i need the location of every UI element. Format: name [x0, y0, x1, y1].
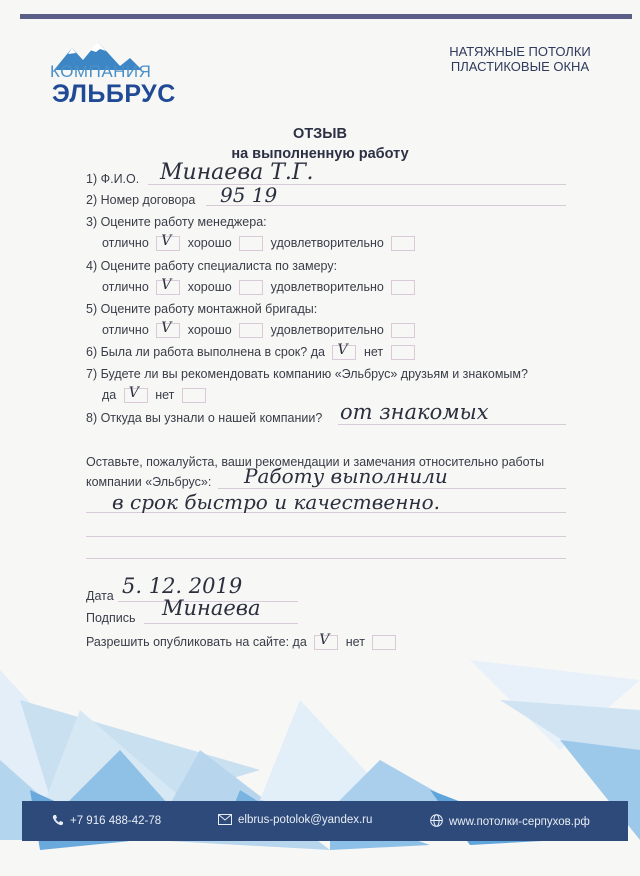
question-recommend: [86, 367, 528, 381]
question-installers-label: 5) Оцените работу монтажной бригады:: [86, 302, 318, 316]
comments-line-1: [218, 488, 566, 489]
checkbox-excellent[interactable]: [156, 233, 180, 251]
question-contract: [86, 193, 195, 207]
checkbox-excellent[interactable]: [156, 320, 180, 338]
no-label: нет: [363, 345, 384, 359]
signature-label: Подпись: [86, 611, 136, 625]
check-mark: V: [161, 277, 172, 294]
phone-icon: [52, 814, 64, 826]
checkbox-satisfactory[interactable]: [391, 323, 415, 338]
rating-row-installers: [102, 320, 419, 338]
checkbox-no[interactable]: [391, 345, 415, 360]
name-answer[interactable]: Минаева Т.Г.: [160, 160, 314, 185]
services-heading: [420, 44, 620, 74]
comments-line-4: [86, 558, 566, 559]
date-row: [86, 589, 114, 603]
comments-prompt-text: Оставьте, пожалуйста, ваши рекомендации и замечания относительно работы: [86, 455, 545, 469]
rating-satisfactory-label: удовлетворительно: [270, 323, 384, 337]
question-manager: [86, 215, 267, 229]
question-source-label: 8) Откуда вы узнали о нашей компании?: [86, 411, 323, 425]
service-ceilings: НАТЯЖНЫЕ ПОТОЛКИ: [449, 44, 591, 59]
date-value[interactable]: 5. 12. 2019: [122, 574, 243, 598]
yes-label: да: [310, 345, 325, 359]
question-measurer-label: 4) Оцените работу специалиста по замеру:: [86, 259, 338, 273]
logo-company-text: КОМПАНИЯ: [50, 62, 152, 81]
footer-email[interactable]: [218, 814, 372, 826]
website-text: www.потолки-серпухов.рф: [449, 816, 590, 828]
checkbox-excellent[interactable]: [156, 277, 180, 295]
question-on-time-label: 6) Была ли работа выполнена в срок?: [86, 345, 308, 359]
question-installers: [86, 302, 317, 316]
rating-good-label: хорошо: [187, 323, 232, 337]
question-contract-label: 2) Номер договора: [86, 193, 196, 207]
contract-answer[interactable]: 95 19: [220, 183, 278, 207]
check-mark: V: [161, 320, 172, 337]
question-source: [86, 411, 322, 425]
footer-bar: [22, 801, 628, 841]
signature-line: [144, 623, 298, 624]
comments-answer-line-1[interactable]: Работу выполнили: [244, 464, 448, 488]
date-label: Дата: [86, 589, 114, 603]
rating-excellent-label: отлично: [102, 323, 149, 337]
question-recommend-label: 7) Будете ли вы рекомендовать компанию «Эльбрус» друзьям и знакомым?: [86, 367, 528, 381]
logo-brand-name: ЭЛЬБРУС: [52, 80, 176, 108]
publish-label: Разрешить опубликовать на сайте:: [86, 635, 290, 649]
question-manager-label: 3) Оцените работу менеджера:: [86, 215, 267, 229]
question-name-label: 1) Ф.И.О.: [86, 172, 140, 186]
service-windows: ПЛАСТИКОВЫЕ ОКНА: [450, 59, 590, 74]
yes-label: да: [102, 388, 117, 402]
question-name: [86, 172, 139, 186]
comments-line-3: [86, 536, 566, 537]
check-mark: V: [337, 342, 348, 359]
rating-row-manager: [102, 233, 419, 251]
recommend-options: [102, 385, 210, 403]
rating-good-label: хорошо: [187, 236, 232, 250]
top-border: [20, 14, 632, 19]
comments-answer-line-2[interactable]: в срок быстро и качественно.: [112, 490, 440, 514]
signature-value[interactable]: Минаева: [162, 596, 261, 620]
checkbox-satisfactory[interactable]: [391, 236, 415, 251]
checkbox-good[interactable]: [239, 323, 263, 338]
question-measurer: [86, 259, 337, 273]
rating-good-label: хорошо: [187, 280, 232, 294]
source-line: [338, 424, 566, 425]
checkbox-satisfactory[interactable]: [391, 280, 415, 295]
checkbox-no[interactable]: [182, 388, 206, 403]
signature-row: [86, 611, 135, 625]
rating-excellent-label: отлично: [102, 236, 149, 250]
no-label: нет: [345, 635, 365, 649]
email-text: elbrus-potolok@yandex.ru: [238, 814, 373, 826]
question-on-time: [86, 342, 419, 360]
check-mark: V: [319, 632, 330, 649]
checkbox-yes[interactable]: [332, 342, 356, 360]
form-subtitle: на выполненную работу: [231, 146, 409, 162]
globe-icon: [430, 814, 443, 827]
no-label: нет: [155, 388, 175, 402]
checkbox-good[interactable]: [239, 280, 263, 295]
yes-label: да: [292, 635, 307, 649]
rating-row-measurer: [102, 277, 419, 295]
rating-satisfactory-label: удовлетворительно: [270, 236, 384, 250]
form-title: ОТЗЫВ: [293, 126, 347, 142]
source-answer[interactable]: от знакомых: [340, 400, 489, 424]
rating-excellent-label: отлично: [102, 280, 149, 294]
phone-text: +7 916 488-42-78: [70, 815, 162, 827]
mail-icon: [218, 814, 232, 825]
checkbox-yes[interactable]: [124, 385, 148, 403]
comments-prompt-2: [86, 475, 211, 489]
footer-phone[interactable]: [52, 814, 161, 827]
rating-satisfactory-label: удовлетворительно: [270, 280, 384, 294]
footer-website[interactable]: [430, 814, 590, 828]
check-mark: V: [161, 233, 172, 250]
check-mark: V: [128, 385, 139, 402]
comments-prompt-company: компании «Эльбрус»:: [86, 475, 212, 489]
checkbox-good[interactable]: [239, 236, 263, 251]
